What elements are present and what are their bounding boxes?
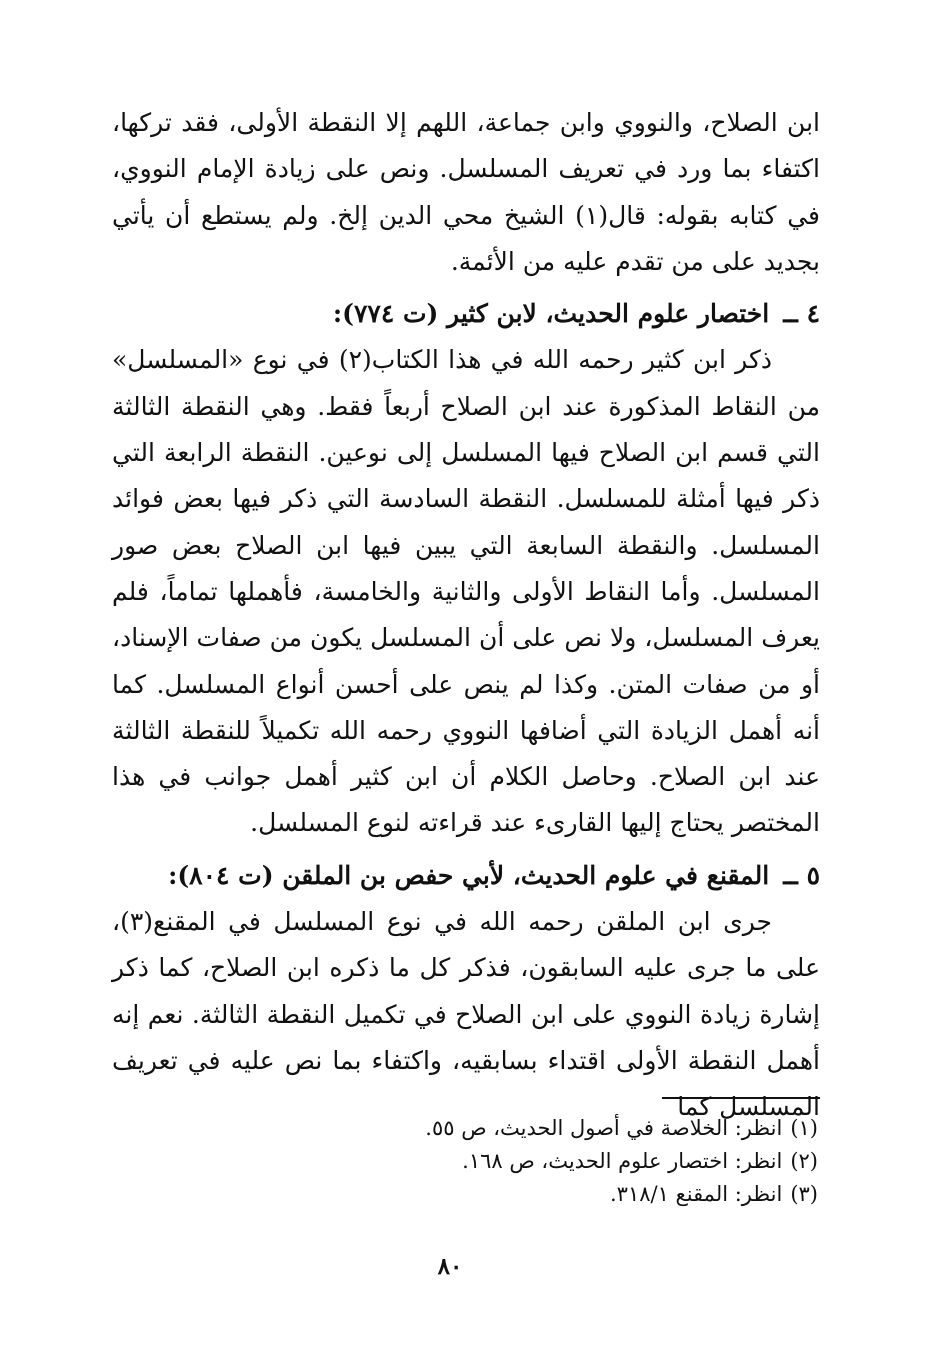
page-number: ٨٠ <box>437 1253 463 1280</box>
section-number-5: ٥ ــ <box>783 860 820 890</box>
body-paragraph-3: جرى ابن الملقن رحمه الله في نوع المسلسل في المقنع(٣)، على ما جرى عليه السابقون، فذكر كل ما ذكره ابن الصلاح، كما ذكر إشارة زيادة النووي على ابن الصلاح في تكميل النقطة الثالثة. نعم إنه أهمل النقطة الأولى اقتداء بسابقيه، واكتفاء بما نص عليه في تعريف المسلسل كما <box>112 907 820 1122</box>
footnote-2-text: انظر: اختصار علوم الحديث، ص ١٦٨. <box>462 1149 783 1173</box>
footnote-3-mark: (٣) <box>790 1182 818 1206</box>
section-number-4: ٤ ــ <box>783 299 820 329</box>
section-heading-4 <box>112 291 820 337</box>
section-title-5: المقنع في علوم الحديث، لأبي حفص بن الملقن (ت ٨٠٤): <box>168 860 770 890</box>
body-paragraph-1: ابن الصلاح، والنووي وابن جماعة، اللهم إلا النقطة الأولى، فقد تركها، اكتفاء بما ورد في تعريف المسلسل. ونص على زيادة الإمام النووي، في كتابه بقوله: قال(١) الشيخ محي الدين إلخ. ولم يستطع أن يأتي بجديد على من تقدم عليه من الأئمة. <box>112 108 820 276</box>
page-body <box>112 100 820 1131</box>
footnotes <box>340 1112 818 1211</box>
section-title-4: اختصار علوم الحديث، لابن كثير (ت ٧٧٤): <box>332 299 770 329</box>
footnote-1 <box>340 1112 818 1145</box>
body-paragraph-2: ذكر ابن كثير رحمه الله في هذا الكتاب(٢) في نوع «المسلسل» من النقاط المذكورة عند ابن الصلاح أربعاً فقط. وهي النقطة الثالثة التي قسم ابن الصلاح فيها المسلسل إلى نوعين. النقطة الرابعة التي ذكر فيها أمثلة للمسلسل. النقطة السادسة التي ذكر فيها بعض فوائد المسلسل. والنقطة السابعة التي يبين فيها ابن الصلاح بعض صور المسلسل. وأما النقاط الأولى والثانية والخامسة، فأهملها تماماً، فلم يعرف المسلسل، ولا نص على أن المسلسل يكون من صفات الإسناد، أو من صفات المتن. وكذا لم ينص على أحسن أنواع المسلسل. كما أنه أهمل الزيادة التي أضافها النووي رحمه الله تكميلاً للنقطة الثالثة عند ابن الصلاح. وحاصل الكلام أن ابن كثير أهمل جوانب في هذا المختصر يحتاج إليها القارىء عند قراءته لنوع المسلسل. <box>112 345 820 838</box>
footnote-3 <box>340 1178 818 1211</box>
footnote-2 <box>340 1145 818 1178</box>
footnote-2-mark: (٢) <box>790 1149 818 1173</box>
footnote-1-text: انظر: الخلاصة في أصول الحديث، ص ٥٥. <box>425 1116 783 1140</box>
section-heading-5 <box>112 853 820 899</box>
footnote-separator <box>662 1097 820 1099</box>
footnote-3-text: انظر: المقنع ٣١٨/١. <box>609 1182 783 1206</box>
footnote-1-mark: (١) <box>790 1116 818 1140</box>
